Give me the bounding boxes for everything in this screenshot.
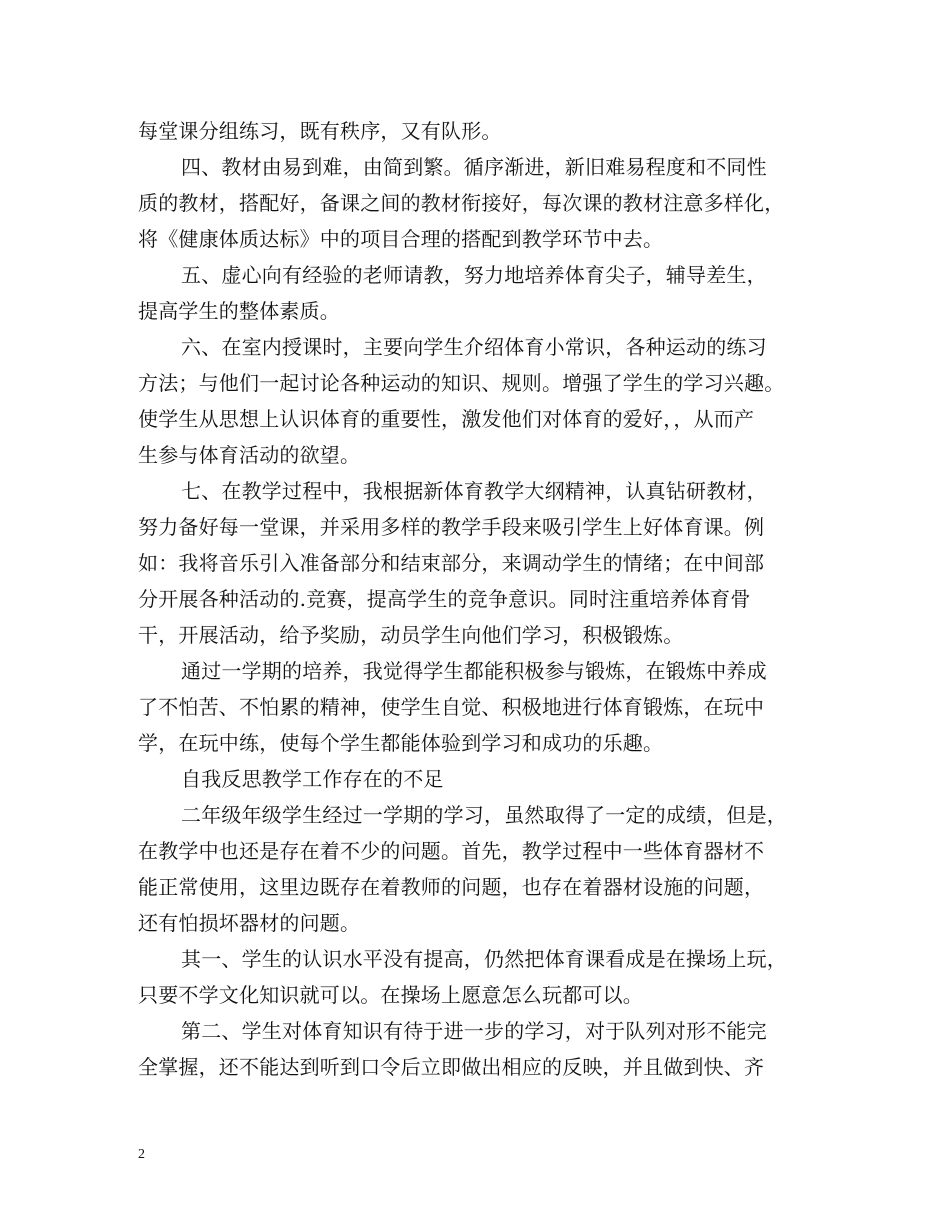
text-line: 方法；与他们一起讨论各种运动的知识、规则。增强了学生的学习兴趣。 xyxy=(138,371,785,395)
text-line: 提高学生的整体素质。 xyxy=(138,299,340,323)
text-line: 努力备好每一堂课，并采用多样的教学手段来吸引学生上好体育课。例 xyxy=(138,515,765,539)
text-line: 学，在玩中练，使每个学生都能体验到学习和成功的乐趣。 xyxy=(138,731,664,755)
text-line: 四、教材由易到难，由简到繁。循序渐进，新旧难易程度和不同性 xyxy=(181,155,767,179)
text-line: 分开展各种活动的.竞赛，提高学生的竞争意识。同时注重培养体育骨 xyxy=(138,587,751,611)
text-line: 生参与体育活动的欲望。 xyxy=(138,443,361,467)
text-line: 五、虚心向有经验的老师请教，努力地培养体育尖子，辅导差生， xyxy=(181,263,767,287)
section-heading: 自我反思教学工作存在的不足 xyxy=(181,767,444,791)
text-line: 干，开展活动，给予奖励，动员学生向他们学习，积极锻炼。 xyxy=(138,623,684,647)
text-line: 第二、学生对体育知识有待于进一步的学习，对于队列对形不能完 xyxy=(181,1019,767,1043)
text-line: 每堂课分组练习，既有秩序，又有队形。 xyxy=(138,119,502,143)
text-line: 在教学中也还是存在着不少的问题。首先，教学过程中一些体育器材不 xyxy=(138,839,765,863)
text-line: 能正常使用，这里边既存在着教师的问题，也存在着器材设施的问题， xyxy=(138,875,765,899)
page-number: 2 xyxy=(138,1147,145,1162)
text-line: 如：我将音乐引入准备部分和结束部分，来调动学生的情绪；在中间部 xyxy=(138,551,765,575)
text-line: 六、在室内授课时，主要向学生介绍体育小常识，各种运动的练习 xyxy=(181,335,767,359)
text-line: 只要不学文化知识就可以。在操场上愿意怎么玩都可以。 xyxy=(138,983,643,1007)
text-line: 全掌握，还不能达到听到口令后立即做出相应的反映，并且做到快、齐 xyxy=(138,1055,765,1079)
text-line: 质的教材，搭配好，备课之间的教材衔接好，每次课的教材注意多样化， xyxy=(138,191,785,215)
text-line: 通过一学期的培养，我觉得学生都能积极参与锻炼，在锻炼中养成 xyxy=(181,659,767,683)
text-line: 了不怕苦、不怕累的精神，使学生自觉、积极地进行体育锻炼，在玩中 xyxy=(138,695,765,719)
text-line: 将《健康体质达标》中的项目合理的搭配到教学环节中去。 xyxy=(138,227,664,251)
text-line: 其一、学生的认识水平没有提高，仍然把体育课看成是在操场上玩， xyxy=(181,947,787,971)
text-line: 七、在教学过程中，我根据新体育教学大纲精神，认真钻研教材， xyxy=(181,479,767,503)
text-line: 还有怕损坏器材的问题。 xyxy=(138,911,361,935)
text-line: 二年级年级学生经过一学期的学习，虽然取得了一定的成绩，但是， xyxy=(181,803,787,827)
text-line: 使学生从思想上认识体育的重要性，激发他们对体育的爱好，，从而产 xyxy=(138,407,755,431)
body-text xyxy=(138,113,828,1085)
